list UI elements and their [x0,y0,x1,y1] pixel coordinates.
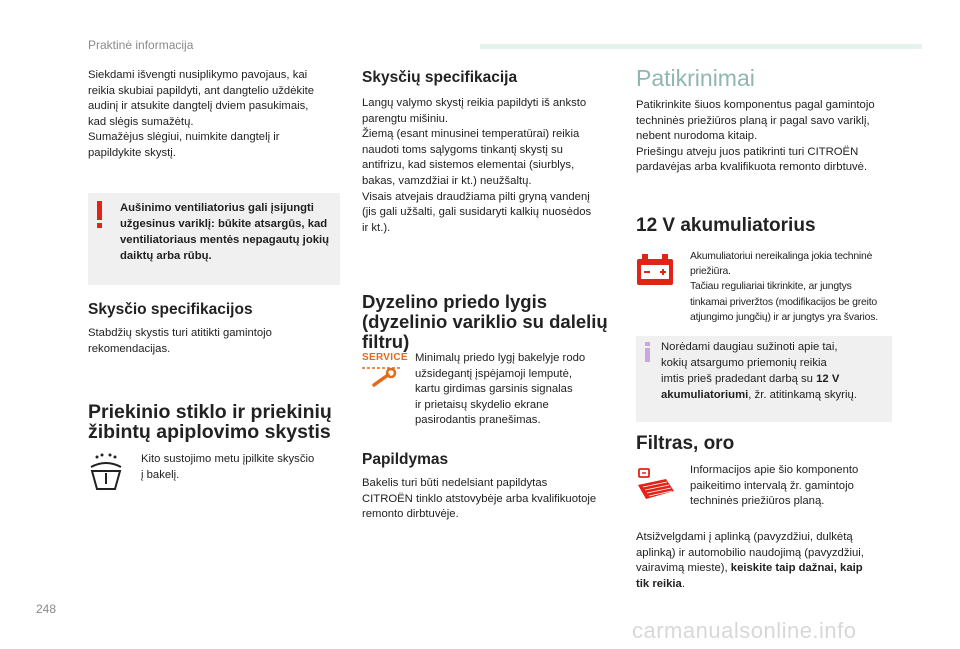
diesel-additive-title: Dyzelino priedo lygis (dyzelinio variklio su dalelių filtru) [362,291,608,352]
info-text [661,339,889,403]
info-line-3-text: imtis prieš pradedant darbą su [661,373,817,385]
diesel-additive-text: Minimalų priedo lygį bakelyje rodo užsidegantį įspėjamoji lemputė, kartu girdimas garsinis signalas ir prietaisų skydelio ekrane pasirodantis pranešimas. [415,352,586,427]
info-bold-1: 12 V [816,373,840,385]
page-number: 248 [36,602,57,616]
service-label: SERVICE [362,352,408,363]
info-line-1: Norėdami daugiau sužinoti apie tai, [661,341,838,353]
info-box [636,336,892,422]
topup-title: Papildymas [362,451,449,468]
info-line-4 [661,387,889,403]
air-filter-usage-part1: Atsižvelgdami į aplinką (pavyzdžiui, dulkėtą aplinką) ir automobilio naudojimą (pavyzdžiui, vairavimą mieste), [636,531,864,575]
air-filter-usage-bold: keiskite taip dažnai, kaip tik reikia [636,562,863,590]
washer-fluid-title: Priekinio stiklo ir priekinių žibintų apiplovimo skystis [88,401,332,443]
brake-fluid-title: Skysčio specifikacijos [88,301,253,318]
info-bold-2: akumuliatoriumi [661,389,749,401]
info-icon [644,342,652,367]
air-filter-usage-text [636,530,906,592]
info-line-3 [661,371,889,387]
coolant-intro-text: Siekdami išvengti nusiplikymo pavojaus, kai reikia skubiai papildyti, ant dangtelio uždėkite audinį ir atsukite dangtelį dviem pasukimais, kad slėgis sumažėtų. Sumažėjus slėgiui, nuimkite dangtelį ir papildykite skystį. [88,69,315,159]
service-warning-icon [362,352,408,392]
topup-text: Bakelis turi būti nedelsiant papildytas CITROËN tinklo atstovybėje arba kvalifikuotoje remonto dirbtuvėje. [362,477,597,521]
warning-icon [95,201,105,234]
fluid-spec-title: Skysčių specifikacija [362,69,518,86]
battery-title: 12 V akumuliatorius [636,215,816,236]
brake-fluid-text: Stabdžių skystis turi atitikti gamintojo rekomendacijas. [88,327,272,355]
info-line-2: kokių atsargumo priemonių reikia [661,357,827,369]
checks-text: Patikrinkite šiuos komponentus pagal gamintojo techninės priežiūros planą ir pagal savo variklį, nebent nurodoma kitaip. Priešingu atveju juos patikrinti turi CITROËN pardavėjas arba kvalifikuota remonto dirbtuvė. [636,99,875,174]
warning-box [88,193,340,285]
checks-title: Patikrinimai [636,65,755,91]
battery-text: Akumuliatoriui nereikalinga jokia techninė priežiūra. Tačiau reguliariai tikrinkite, ar jungtys tinkamai priveržtos (modifikacijos be greito atjungimo jungčių) ir ar jungtys yra švarios. [690,251,878,323]
air-filter-icon [636,467,676,510]
fluid-spec-text: Langų valymo skystį reikia papildyti iš anksto parengtu mišiniu. Žiemą (esant minusinei temperatūrai) reikia naudoti toms sąlygoms tinkantį skystį su antifrizu, kad sistemos elementai (siurblys, bakas, vamzdžiai ir kt.) neužšaltų. Visais atvejais draudžiama pilti gryną vandenį (jis gali užšalti, gali susidaryti kalkių nuosėdos ir kt.). [362,97,592,234]
info-line-4-text: , žr. atitinkamą skyrių. [748,389,857,401]
air-filter-usage-end: . [681,577,685,590]
header-accent-bar [480,44,922,49]
warning-text: Aušinimo ventiliatorius gali įsijungti užgesinus variklį: būkite atsargūs, kad ventiliatoriaus mentės nepagautų jokių daiktų arba rūbų. [120,202,330,262]
washer-fluid-icon [88,453,124,498]
washer-fluid-text: Kito sustojimo metu įpilkite skysčio į bakelį. [141,453,315,481]
air-filter-title: Filtras, oro [636,433,735,454]
air-filter-text: Informacijos apie šio komponento paikeitimo intervalą žr. gamintojo techninės priežiūros planą. [690,464,859,508]
watermark: carmanualsonline.info [632,618,857,643]
battery-icon [636,253,674,292]
section-label: Praktinė informacija [88,38,194,52]
